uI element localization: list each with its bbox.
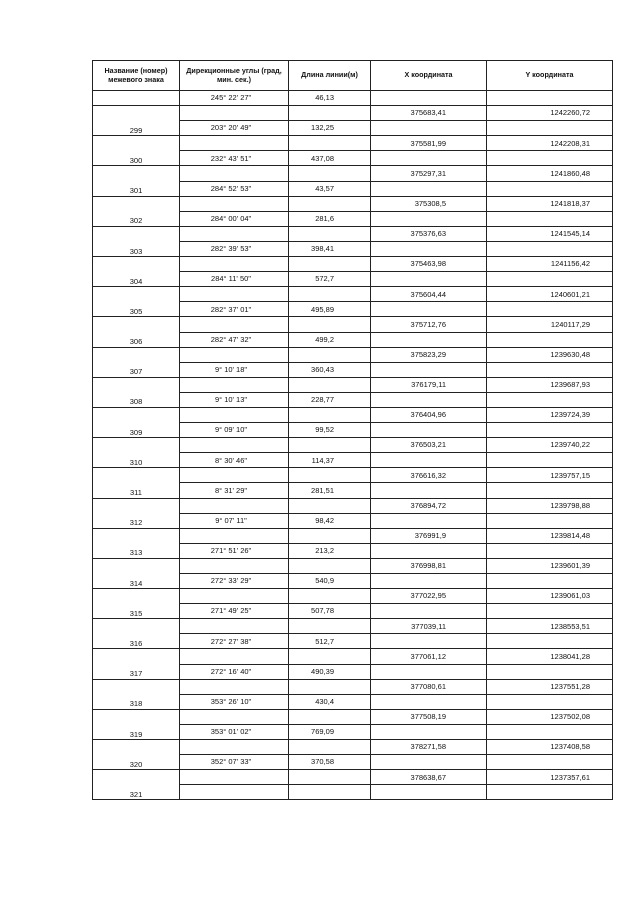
x-coordinate-cell: 375297,31	[371, 166, 487, 181]
empty-cell	[487, 392, 613, 407]
direction-angle-cell: 352° 07' 33"	[180, 755, 289, 770]
line-length-cell: 114,37	[289, 453, 371, 468]
line-length-cell: 98,42	[289, 513, 371, 528]
empty-cell	[180, 257, 289, 272]
x-coordinate-cell: 375376,63	[371, 226, 487, 241]
y-coordinate-cell: 1237551,28	[487, 679, 613, 694]
empty-cell	[487, 332, 613, 347]
direction-angle-cell: 353° 26' 10"	[180, 694, 289, 709]
point-row	[93, 136, 613, 151]
point-row	[93, 619, 613, 634]
line-length-cell: 512,7	[289, 634, 371, 649]
empty-cell	[487, 604, 613, 619]
mark-name-cell: 318	[93, 679, 180, 709]
empty-cell	[371, 664, 487, 679]
empty-cell	[180, 226, 289, 241]
empty-cell	[289, 166, 371, 181]
empty-cell	[93, 91, 180, 106]
line-length-cell: 43,57	[289, 181, 371, 196]
header-line-length: Длина линии(м)	[289, 61, 371, 91]
empty-cell	[180, 438, 289, 453]
empty-cell	[371, 724, 487, 739]
x-coordinate-cell: 376503,21	[371, 438, 487, 453]
direction-angle-cell: 282° 37' 01"	[180, 302, 289, 317]
x-coordinate-cell: 376998,81	[371, 558, 487, 573]
empty-cell	[289, 136, 371, 151]
direction-angle-cell: 203° 20' 49"	[180, 121, 289, 136]
direction-angle-cell: 245° 22' 27"	[180, 91, 289, 106]
mark-name-cell: 304	[93, 257, 180, 287]
x-coordinate-cell: 375604,44	[371, 287, 487, 302]
y-coordinate-cell: 1239687,93	[487, 377, 613, 392]
x-coordinate-cell: 375712,76	[371, 317, 487, 332]
line-length-cell: 360,43	[289, 362, 371, 377]
y-coordinate-cell: 1238041,28	[487, 649, 613, 664]
point-row	[93, 287, 613, 302]
direction-angle-cell: 284° 11' 50"	[180, 272, 289, 287]
empty-cell	[289, 196, 371, 211]
mark-name-cell: 309	[93, 407, 180, 437]
empty-cell	[289, 679, 371, 694]
empty-cell	[289, 317, 371, 332]
x-coordinate-cell: 378271,58	[371, 740, 487, 755]
empty-cell	[180, 106, 289, 121]
empty-cell	[289, 528, 371, 543]
mark-name-cell: 313	[93, 528, 180, 558]
mark-name-cell: 303	[93, 226, 180, 256]
point-row	[93, 377, 613, 392]
line-length-cell: 540,9	[289, 574, 371, 589]
direction-angle-cell: 271° 49' 25"	[180, 604, 289, 619]
x-coordinate-cell: 377080,61	[371, 679, 487, 694]
empty-cell	[289, 649, 371, 664]
empty-cell	[289, 287, 371, 302]
point-row	[93, 347, 613, 362]
empty-cell	[371, 483, 487, 498]
empty-cell	[371, 574, 487, 589]
empty-cell	[289, 740, 371, 755]
empty-cell	[180, 709, 289, 724]
y-coordinate-cell: 1242260,72	[487, 106, 613, 121]
point-row	[93, 649, 613, 664]
empty-cell	[180, 589, 289, 604]
empty-cell	[487, 423, 613, 438]
empty-cell	[487, 151, 613, 166]
y-coordinate-cell: 1241818,37	[487, 196, 613, 211]
empty-cell	[371, 694, 487, 709]
point-row	[93, 106, 613, 121]
y-coordinate-cell: 1237408,58	[487, 740, 613, 755]
empty-cell	[180, 347, 289, 362]
empty-cell	[289, 709, 371, 724]
empty-cell	[289, 226, 371, 241]
point-row	[93, 740, 613, 755]
empty-cell	[371, 392, 487, 407]
empty-cell	[487, 272, 613, 287]
mark-name-cell: 312	[93, 498, 180, 528]
empty-cell	[371, 332, 487, 347]
empty-cell	[371, 211, 487, 226]
empty-cell	[487, 513, 613, 528]
empty-cell	[487, 574, 613, 589]
x-coordinate-cell: 376616,32	[371, 468, 487, 483]
x-coordinate-cell: 375463,98	[371, 257, 487, 272]
point-row	[93, 709, 613, 724]
empty-cell	[180, 196, 289, 211]
line-length-cell: 132,25	[289, 121, 371, 136]
point-row	[93, 558, 613, 573]
direction-angle-cell: 9° 09' 10"	[180, 423, 289, 438]
x-coordinate-cell: 378638,67	[371, 770, 487, 785]
direction-angle-cell: 8° 31' 29"	[180, 483, 289, 498]
empty-cell	[487, 755, 613, 770]
empty-cell	[289, 257, 371, 272]
y-coordinate-cell: 1239724,39	[487, 407, 613, 422]
x-coordinate-cell: 375683,41	[371, 106, 487, 121]
empty-cell	[371, 604, 487, 619]
empty-cell	[180, 770, 289, 785]
empty-cell	[371, 543, 487, 558]
direction-angle-cell: 232° 43' 51"	[180, 151, 289, 166]
empty-cell	[371, 453, 487, 468]
x-coordinate-cell: 377061,12	[371, 649, 487, 664]
line-length-cell: 370,58	[289, 755, 371, 770]
empty-cell	[487, 362, 613, 377]
direction-angle-cell: 282° 47' 32"	[180, 332, 289, 347]
line-length-cell: 281,51	[289, 483, 371, 498]
line-length-cell: 437,08	[289, 151, 371, 166]
empty-cell	[371, 181, 487, 196]
empty-cell	[289, 785, 371, 800]
empty-cell	[180, 528, 289, 543]
empty-cell	[180, 619, 289, 634]
empty-cell	[371, 785, 487, 800]
y-coordinate-cell: 1238553,51	[487, 619, 613, 634]
y-coordinate-cell: 1237502,08	[487, 709, 613, 724]
mark-name-cell: 300	[93, 136, 180, 166]
x-coordinate-cell: 376991,9	[371, 528, 487, 543]
empty-cell	[180, 740, 289, 755]
empty-cell	[487, 181, 613, 196]
line-length-cell: 769,09	[289, 724, 371, 739]
empty-cell	[289, 589, 371, 604]
line-length-cell: 507,78	[289, 604, 371, 619]
mark-name-cell: 306	[93, 317, 180, 347]
mark-name-cell: 315	[93, 589, 180, 619]
point-row	[93, 770, 613, 785]
empty-cell	[180, 166, 289, 181]
mark-name-cell: 310	[93, 438, 180, 468]
empty-cell	[371, 302, 487, 317]
y-coordinate-cell: 1240117,29	[487, 317, 613, 332]
y-coordinate-cell: 1239740,22	[487, 438, 613, 453]
empty-cell	[371, 362, 487, 377]
empty-cell	[180, 785, 289, 800]
x-coordinate-cell: 375308,5	[371, 196, 487, 211]
empty-cell	[289, 498, 371, 513]
empty-cell	[289, 558, 371, 573]
line-length-cell: 228,77	[289, 392, 371, 407]
empty-cell	[289, 106, 371, 121]
mark-name-cell: 317	[93, 649, 180, 679]
y-coordinate-cell: 1242208,31	[487, 136, 613, 151]
line-length-cell: 430,4	[289, 694, 371, 709]
empty-cell	[180, 679, 289, 694]
header-row	[93, 61, 613, 91]
empty-cell	[289, 619, 371, 634]
y-coordinate-cell: 1239601,39	[487, 558, 613, 573]
direction-angle-cell: 9° 07' 11"	[180, 513, 289, 528]
mark-name-cell: 311	[93, 468, 180, 498]
boundary-coordinates-table	[92, 60, 613, 800]
header-x-coordinate: X координата	[371, 61, 487, 91]
mark-name-cell: 299	[93, 106, 180, 136]
empty-cell	[180, 287, 289, 302]
line-length-cell: 495,89	[289, 302, 371, 317]
mark-name-cell: 301	[93, 166, 180, 196]
y-coordinate-cell: 1239757,15	[487, 468, 613, 483]
header-mark-name: Название (номер) межевого знака	[93, 61, 180, 91]
empty-cell	[487, 664, 613, 679]
direction-angle-cell: 272° 27' 38"	[180, 634, 289, 649]
point-row	[93, 438, 613, 453]
point-row	[93, 407, 613, 422]
y-coordinate-cell: 1237357,61	[487, 770, 613, 785]
empty-cell	[487, 211, 613, 226]
mark-name-cell: 307	[93, 347, 180, 377]
empty-cell	[487, 121, 613, 136]
empty-cell	[180, 498, 289, 513]
empty-cell	[289, 407, 371, 422]
empty-cell	[487, 694, 613, 709]
y-coordinate-cell: 1241860,48	[487, 166, 613, 181]
empty-cell	[487, 634, 613, 649]
empty-cell	[289, 468, 371, 483]
empty-cell	[371, 634, 487, 649]
empty-cell	[487, 724, 613, 739]
direction-angle-cell: 271° 51' 26"	[180, 543, 289, 558]
point-row	[93, 317, 613, 332]
direction-angle-cell: 282° 39' 53"	[180, 241, 289, 256]
empty-cell	[371, 755, 487, 770]
direction-angle-cell: 284° 52' 53"	[180, 181, 289, 196]
empty-cell	[180, 649, 289, 664]
x-coordinate-cell: 375581,99	[371, 136, 487, 151]
header-direction-angle: Дирекционные углы (град, мин. сек.)	[180, 61, 289, 91]
direction-angle-cell: 272° 33' 29"	[180, 574, 289, 589]
empty-cell	[487, 785, 613, 800]
point-row	[93, 589, 613, 604]
table-header	[93, 61, 613, 91]
x-coordinate-cell: 376179,11	[371, 377, 487, 392]
line-length-cell: 46,13	[289, 91, 371, 106]
empty-cell	[289, 770, 371, 785]
y-coordinate-cell: 1239814,48	[487, 528, 613, 543]
empty-cell	[371, 121, 487, 136]
y-coordinate-cell: 1241545,14	[487, 226, 613, 241]
empty-cell	[180, 468, 289, 483]
empty-cell	[180, 377, 289, 392]
empty-cell	[487, 453, 613, 468]
x-coordinate-cell: 377039,11	[371, 619, 487, 634]
empty-cell	[371, 241, 487, 256]
table-body	[93, 91, 613, 800]
mark-name-cell: 320	[93, 740, 180, 770]
y-coordinate-cell: 1240601,21	[487, 287, 613, 302]
coordinates-sheet	[92, 60, 612, 800]
x-coordinate-cell: 375823,29	[371, 347, 487, 362]
y-coordinate-cell: 1239630,48	[487, 347, 613, 362]
x-coordinate-cell: 377508,19	[371, 709, 487, 724]
x-coordinate-cell: 376894,72	[371, 498, 487, 513]
direction-angle-cell: 9° 10' 18"	[180, 362, 289, 377]
point-row	[93, 498, 613, 513]
point-row	[93, 468, 613, 483]
mark-name-cell: 314	[93, 558, 180, 588]
empty-cell	[487, 241, 613, 256]
mark-name-cell: 321	[93, 770, 180, 800]
empty-cell	[487, 91, 613, 106]
x-coordinate-cell: 377022,95	[371, 589, 487, 604]
segment-row	[93, 91, 613, 106]
direction-angle-cell: 8° 30' 46"	[180, 453, 289, 468]
empty-cell	[180, 558, 289, 573]
header-y-coordinate: Y координата	[487, 61, 613, 91]
point-row	[93, 257, 613, 272]
empty-cell	[289, 347, 371, 362]
line-length-cell: 281,6	[289, 211, 371, 226]
line-length-cell: 213,2	[289, 543, 371, 558]
point-row	[93, 679, 613, 694]
point-row	[93, 166, 613, 181]
point-row	[93, 528, 613, 543]
point-row	[93, 226, 613, 241]
empty-cell	[180, 407, 289, 422]
direction-angle-cell: 9° 10' 13"	[180, 392, 289, 407]
y-coordinate-cell: 1239798,88	[487, 498, 613, 513]
empty-cell	[371, 151, 487, 166]
empty-cell	[371, 91, 487, 106]
line-length-cell: 572,7	[289, 272, 371, 287]
direction-angle-cell: 353° 01' 02"	[180, 724, 289, 739]
empty-cell	[487, 483, 613, 498]
line-length-cell: 398,41	[289, 241, 371, 256]
empty-cell	[487, 543, 613, 558]
mark-name-cell: 308	[93, 377, 180, 407]
line-length-cell: 490,39	[289, 664, 371, 679]
direction-angle-cell: 272° 16' 40"	[180, 664, 289, 679]
empty-cell	[487, 302, 613, 317]
empty-cell	[289, 438, 371, 453]
direction-angle-cell: 284° 00' 04"	[180, 211, 289, 226]
empty-cell	[180, 317, 289, 332]
mark-name-cell: 319	[93, 709, 180, 739]
y-coordinate-cell: 1239061,03	[487, 589, 613, 604]
empty-cell	[371, 513, 487, 528]
empty-cell	[371, 423, 487, 438]
empty-cell	[371, 272, 487, 287]
empty-cell	[180, 136, 289, 151]
y-coordinate-cell: 1241156,42	[487, 257, 613, 272]
x-coordinate-cell: 376404,96	[371, 407, 487, 422]
mark-name-cell: 302	[93, 196, 180, 226]
line-length-cell: 99,52	[289, 423, 371, 438]
line-length-cell: 499,2	[289, 332, 371, 347]
empty-cell	[289, 377, 371, 392]
mark-name-cell: 305	[93, 287, 180, 317]
mark-name-cell: 316	[93, 619, 180, 649]
point-row	[93, 196, 613, 211]
